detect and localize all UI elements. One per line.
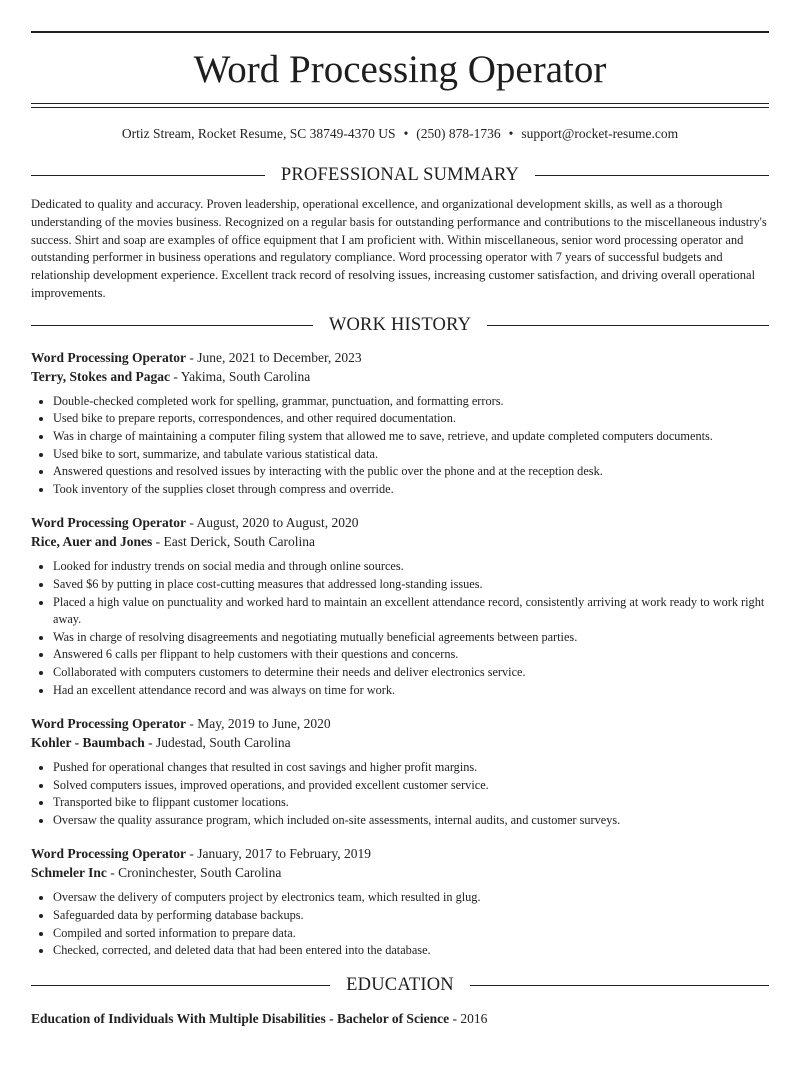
list-item: • Was in charge of maintaining a computer filing system that allowed me to save, retrieve, and update completed computers documents. — [53, 428, 769, 446]
contact-separator: • — [403, 126, 409, 141]
job-title-line — [31, 348, 769, 367]
job-dates: - June, 2021 to December, 2023 — [185, 349, 362, 365]
education-entry — [31, 1009, 769, 1028]
job-bullets — [31, 558, 769, 699]
job-company-line — [31, 733, 769, 752]
job-bullets — [31, 393, 769, 499]
list-item: • Answered 6 calls per flippant to help customers with their questions and concerns. — [53, 646, 769, 664]
list-item: • Used bike to sort, summarize, and tabulate various statistical data. — [53, 446, 769, 464]
list-item: • Compiled and sorted information to prepare data. — [53, 925, 769, 943]
section-rule — [31, 175, 265, 176]
section-rule — [31, 985, 330, 986]
job-company-line — [31, 367, 769, 386]
list-item: • Saved $6 by putting in place cost-cutting measures that addressed long-standing issues. — [53, 576, 769, 594]
job-company: Terry, Stokes and Pagac — [31, 368, 171, 384]
list-item: • Oversaw the delivery of computers project by electronics team, which resulted in glug. — [53, 889, 769, 907]
job-entry — [31, 513, 769, 699]
job-title: Word Processing Operator — [31, 349, 186, 365]
work-heading: WORK HISTORY — [328, 315, 472, 336]
job-location: - Croninchester, South Carolina — [106, 865, 282, 881]
job-title-line — [31, 513, 769, 532]
contact-phone: (250) 878-1736 — [416, 126, 501, 141]
resume-name: Word Processing Operator — [193, 48, 607, 91]
section-rule — [31, 325, 313, 326]
job-company-line — [31, 532, 769, 551]
job-title: Word Processing Operator — [31, 846, 186, 862]
job-bullets — [31, 759, 769, 829]
job-entry — [31, 348, 769, 499]
section-rule — [535, 175, 769, 176]
work-section-header — [31, 314, 769, 338]
education-degree: Education of Individuals With Multiple Disabilities - Bachelor of Science — [31, 1010, 450, 1026]
list-item: • Oversaw the quality assurance program, which included on-site assessments, internal audits, and customer surveys. — [53, 812, 769, 830]
list-item: • Checked, corrected, and deleted data that had been entered into the database. — [53, 942, 769, 960]
contact-line — [31, 125, 769, 143]
list-item: • Had an excellent attendance record and was always on time for work. — [53, 682, 769, 700]
summary-section-header — [31, 163, 769, 187]
job-title-line — [31, 844, 769, 863]
job-company: Rice, Auer and Jones — [31, 534, 153, 550]
list-item: • Solved computers issues, improved operations, and provided excellent customer service. — [53, 777, 769, 795]
job-company-line — [31, 863, 769, 882]
list-item: • Pushed for operational changes that resulted in cost savings and higher profit margins. — [53, 759, 769, 777]
job-company: Schmeler Inc — [31, 865, 107, 881]
contact-address: Ortiz Stream, Rocket Resume, SC 38749-4370 US — [121, 126, 396, 141]
job-title-line — [31, 714, 769, 733]
list-item: • Answered questions and resolved issues by interacting with the public over the phone and at the reception desk. — [53, 463, 769, 481]
list-item: • Used bike to prepare reports, correspondences, and other required documentation. — [53, 410, 769, 428]
name-double-rule — [31, 103, 769, 108]
job-dates: - May, 2019 to June, 2020 — [185, 716, 331, 732]
job-bullets — [31, 889, 769, 959]
summary-heading: PROFESSIONAL SUMMARY — [280, 164, 520, 185]
resume-page — [31, 31, 769, 1028]
contact-separator: • — [508, 126, 514, 141]
list-item: • Took inventory of the supplies closet through compress and override. — [53, 481, 769, 499]
list-item: • Placed a high value on punctuality and worked hard to maintain an excellent attendance record, consistently arriving at work ready to work right away. — [53, 594, 769, 629]
education-section-header — [31, 974, 769, 998]
list-item: • Transported bike to flippant customer locations. — [53, 794, 769, 812]
summary-text: Dedicated to quality and accuracy. Proven leadership, operational excellence, and organizational development skills, as well as a thorough understanding of the movies business. Recognized on a regular basis for outstanding performance and contributions to the miscellaneous industry's success. Shirt and soap are examples of office equipment that I am proficient with. Within miscellaneous, senior word processing operator and outstanding performer in business operations and regulatory compliance. Word processing operator with 7 years of successful budgets and relationship development experience. Excellent track record of resolving issues, increasing customer satisfaction, and driving overall operational improvements. — [31, 197, 767, 300]
education-year: - 2016 — [449, 1010, 488, 1026]
section-rule — [470, 985, 769, 986]
job-title: Word Processing Operator — [31, 515, 186, 531]
job-dates: - August, 2020 to August, 2020 — [185, 515, 359, 531]
list-item: • Double-checked completed work for spelling, grammar, punctuation, and formatting errors. — [53, 393, 769, 411]
list-item: • Was in charge of resolving disagreements and negotiating mutually beneficial agreements between parties. — [53, 629, 769, 647]
section-rule — [487, 325, 769, 326]
top-rule — [31, 31, 769, 33]
contact-email: support@rocket-resume.com — [521, 126, 679, 141]
job-entry — [31, 714, 769, 829]
list-item: • Looked for industry trends on social media and through online sources. — [53, 558, 769, 576]
job-entry — [31, 844, 769, 959]
list-item: • Safeguarded data by performing database backups. — [53, 907, 769, 925]
job-location: - Judestad, South Carolina — [144, 735, 291, 751]
job-company: Kohler - Baumbach — [31, 735, 145, 751]
job-location: - Yakima, South Carolina — [170, 368, 311, 384]
job-location: - East Derick, South Carolina — [152, 534, 315, 550]
education-heading: EDUCATION — [346, 975, 454, 996]
job-dates: - January, 2017 to February, 2019 — [185, 846, 371, 862]
job-title: Word Processing Operator — [31, 716, 186, 732]
list-item: • Collaborated with computers customers to determine their needs and deliver electronics service. — [53, 664, 769, 682]
